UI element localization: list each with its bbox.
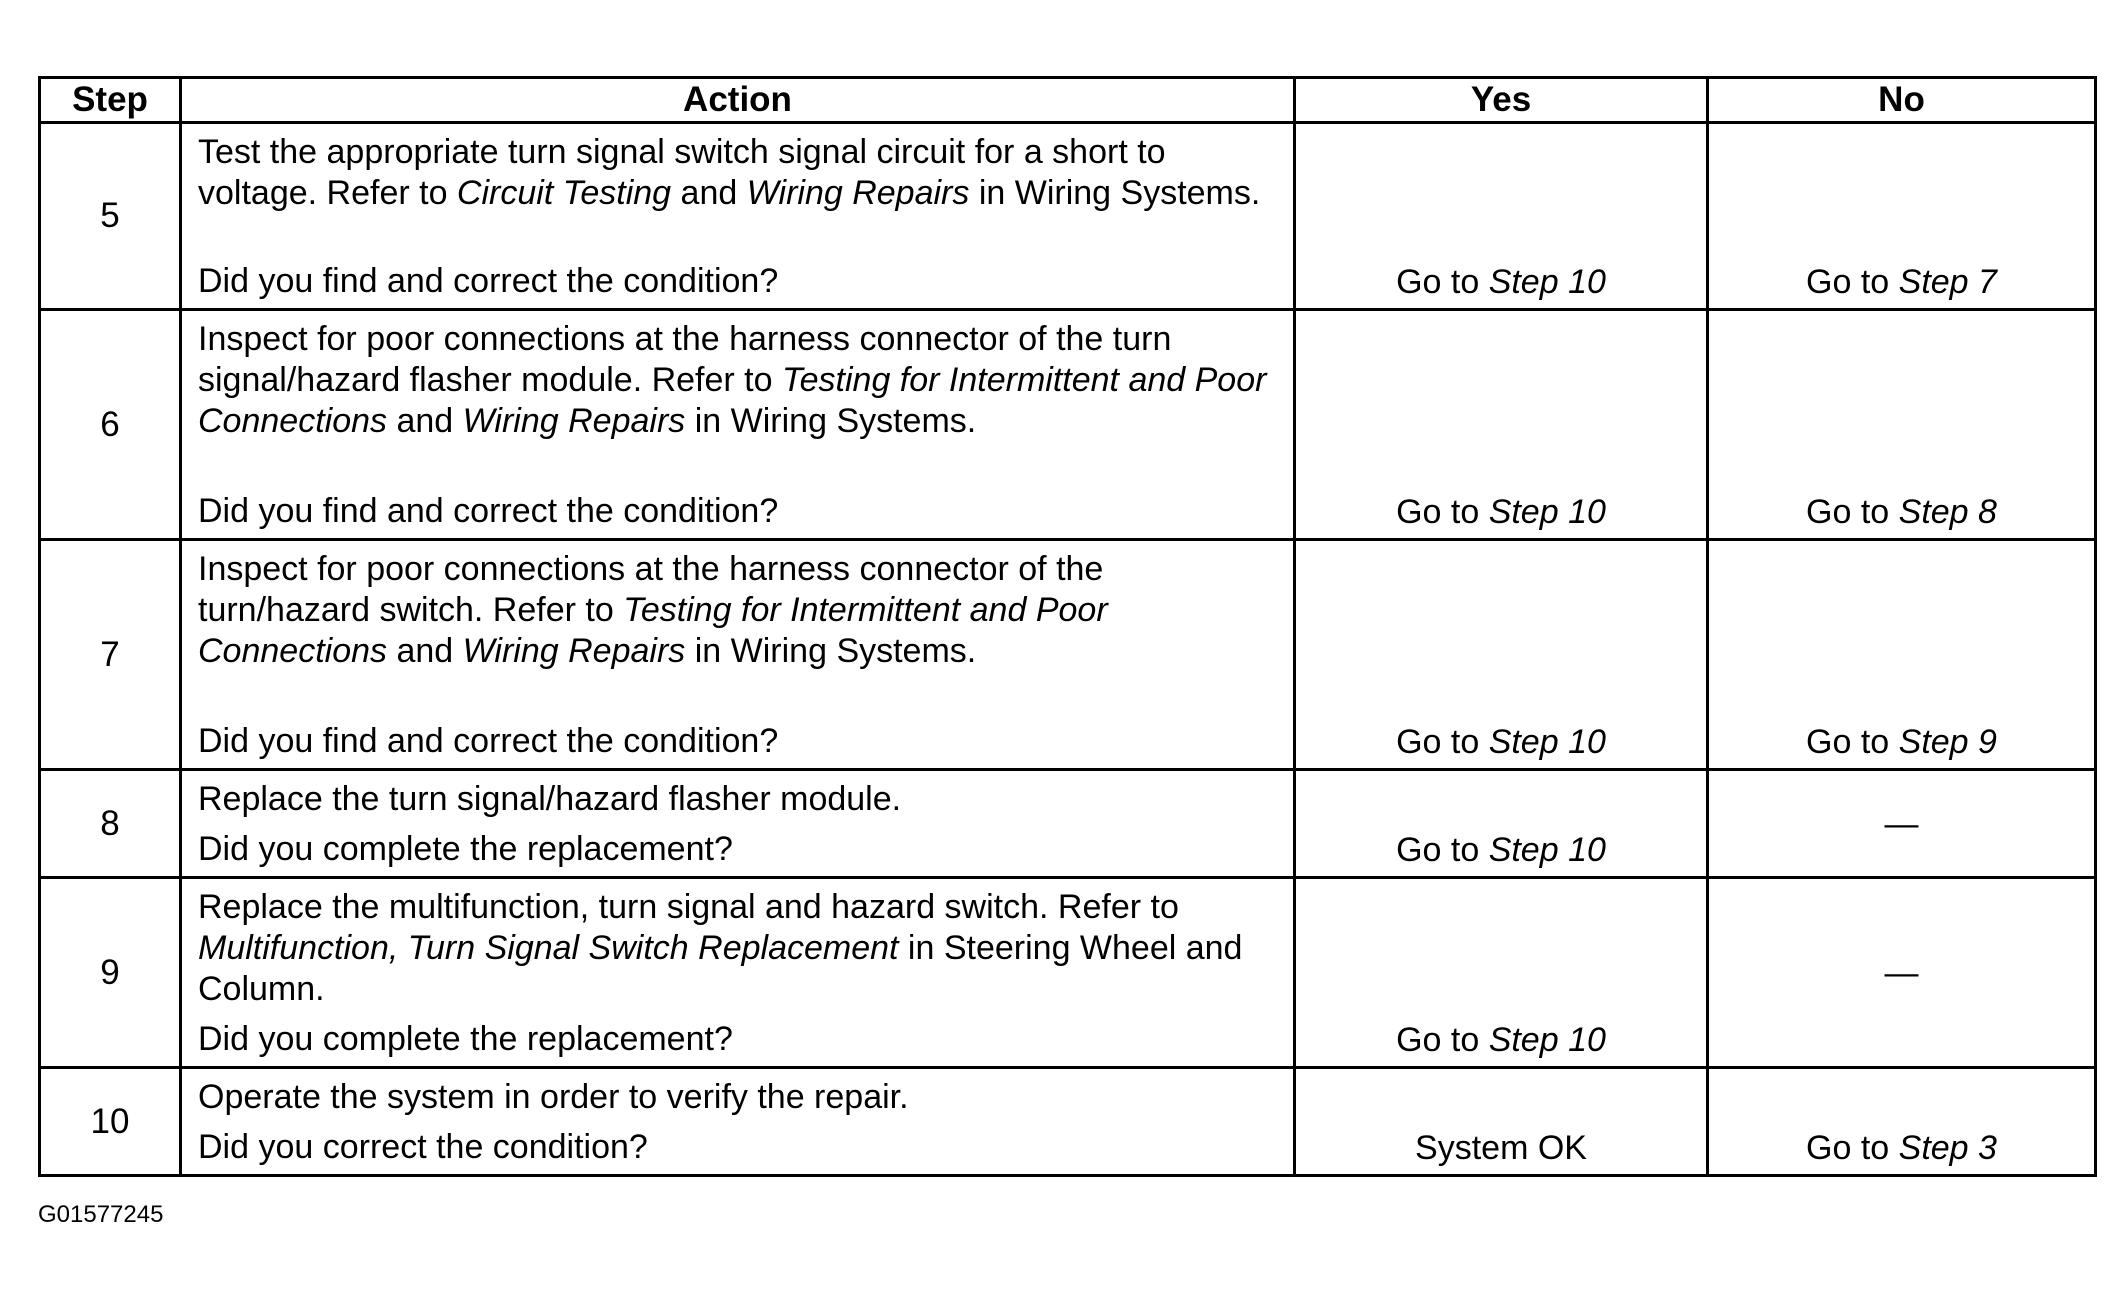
yes-cell: Go to Step 10 [1295,123,1708,310]
question-text: Did you complete the replacement? [198,1020,733,1058]
step-reference: Step 9 [1898,723,1997,761]
no-cell: Go to Step 8 [1708,310,2096,540]
table-row [40,770,2096,878]
reference-link: Testing for Intermittent and Poor Connections [198,591,1108,670]
action-text: Replace the turn signal/hazard flasher module. [198,780,902,818]
question-text: Did you find and correct the condition? [198,262,779,300]
step-number: 6 [40,310,181,540]
step-reference: Step 10 [1488,493,1606,531]
header-step: Step [40,78,181,123]
yes-cell: Go to Step 10 [1295,878,1708,1068]
action-text: Operate the system in order to verify the repair. [198,1078,909,1116]
yes-cell: Go to Step 10 [1295,310,1708,540]
header-no: No [1708,78,2096,123]
step-number: 10 [40,1068,181,1176]
step-reference: Step 10 [1488,831,1606,869]
action-text: Test the appropriate turn signal switch signal circuit for a short to voltage. Refer to Circuit Testing and Wiring Repairs in Wiring Systems. [198,133,1261,212]
action-cell [181,540,1295,770]
yes-cell: System OK [1295,1068,1708,1176]
table-row [40,540,2096,770]
reference-link: Wiring Repairs [462,632,686,670]
step-number: 7 [40,540,181,770]
no-cell: Go to Step 3 [1708,1068,2096,1176]
action-cell [181,1068,1295,1176]
step-reference: Step 10 [1488,1021,1606,1059]
header-row [40,78,2096,123]
no-cell: — [1708,770,2096,878]
reference-link: Multifunction, Turn Signal Switch Replacement [198,929,899,967]
table-row [40,1068,2096,1176]
reference-link: Circuit Testing [456,174,672,212]
reference-link: Testing for Intermittent and Poor Connections [198,361,1267,440]
step-reference: Step 10 [1488,723,1606,761]
header-action: Action [181,78,1295,123]
question-text: Did you complete the replacement? [198,830,733,868]
yes-cell: Go to Step 10 [1295,770,1708,878]
action-cell [181,878,1295,1068]
step-reference: Step 7 [1898,263,1997,301]
yes-cell: Go to Step 10 [1295,540,1708,770]
action-cell [181,123,1295,310]
action-cell [181,310,1295,540]
no-cell: Go to Step 9 [1708,540,2096,770]
reference-link: Wiring Repairs [746,174,970,212]
reference-link: Wiring Repairs [462,402,686,440]
step-number: 5 [40,123,181,310]
question-text: Did you correct the condition? [198,1128,648,1166]
figure-id: G01577245 [38,1201,164,1228]
table-row [40,123,2096,310]
table-row [40,878,2096,1068]
question-text: Did you find and correct the condition? [198,722,779,760]
diagnostic-steps-table [38,76,2097,1177]
step-reference: Step 10 [1488,263,1606,301]
step-number: 9 [40,878,181,1068]
step-reference: Step 3 [1898,1129,1997,1167]
action-text: Replace the multifunction, turn signal and hazard switch. Refer to Multifunction, Turn Signal Switch Replacement in Steering Wheel and Column. [198,888,1243,1008]
action-text: Inspect for poor connections at the harness connector of the turn signal/hazard flasher module. Refer to Testing for Intermittent and Poor Connections and Wiring Repairs in Wiring Systems. [198,320,1267,440]
no-cell: Go to Step 7 [1708,123,2096,310]
step-number: 8 [40,770,181,878]
no-cell: — [1708,878,2096,1068]
question-text: Did you find and correct the condition? [198,492,779,530]
table-row [40,310,2096,540]
step-reference: Step 8 [1898,493,1997,531]
header-yes: Yes [1295,78,1708,123]
action-text: Inspect for poor connections at the harness connector of the turn/hazard switch. Refer to Testing for Intermittent and Poor Connections and Wiring Repairs in Wiring Systems. [198,550,1108,670]
action-cell [181,770,1295,878]
